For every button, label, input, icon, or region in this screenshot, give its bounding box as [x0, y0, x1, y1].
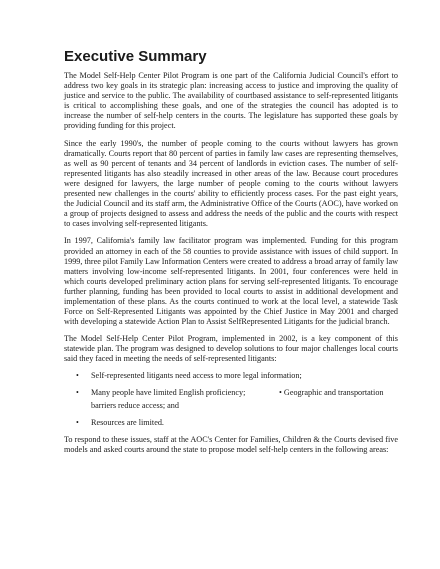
bullet-icon: •	[76, 370, 79, 380]
paragraph-1: The Model Self-Help Center Pilot Program is one part of the California Judicial Council's effort to address two key goals in its strategic plan: increasing access to justice and improving the quality of justice and service to the public. The availability of courtbased assistance to self-represented litigants is critical to accomplishing these goals, and one of the strategies the council has adopted is to increase the number of self-help centers in the courts. The legislature has supported these goals by providing funding for this project.	[64, 71, 398, 131]
list-item	[64, 371, 398, 381]
page-title: Executive Summary	[64, 48, 207, 65]
bullet-icon: •	[279, 387, 282, 397]
list-item-text: Self-represented litigants need access to more legal information;	[91, 370, 302, 380]
paragraph-closing: To respond to these issues, staff at the AOC's Center for Families, Children & the Courts devised five models and asked courts around the state to propose model self-help centers in the following areas:	[64, 434, 398, 454]
document-body	[64, 71, 398, 462]
list-item-continuation: barriers reduce access; and	[91, 400, 179, 410]
bullet-icon: •	[76, 387, 79, 397]
list-item-text: Resources are limited.	[91, 417, 164, 427]
challenges-list	[64, 371, 398, 398]
list-item-text: Geographic and transportation	[283, 387, 384, 397]
list-item	[64, 418, 398, 428]
paragraph-3: In 1997, California's family law facilitator program was implemented. Funding for this program provided an attorney in each of the 58 counties to provide assistance with issues of child support. In 1999, three pilot Family Law Information Centers were created to address a broad array of family law matters involving low-income self-represented litigants. In 2001, four conferences were held in which courts developed preliminary action plans for serving self-represented litigants. To encourage further planning, funding has been provided to local courts to assist in additional development and implementation of these plans. As the courts continued to work at the local level, a statewide Task Force on Self-Represented Litigants was appointed by the Chief Justice in May 2001 and charged with developing a statewide Action Plan to Assist SelfRepresented Litigants for the judicial branch.	[64, 236, 398, 327]
paragraph-2: Since the early 1990's, the number of people coming to the courts without lawyers has grown dramatically. Courts report that 80 percent of parties in family law cases are representing themselves, as well as 90 percent of tenants and 34 percent of landlords in eviction cases. The number of self-represented litigants has also steadily increased in other areas of the law. Because court procedures were designed for lawyers, the large number of people coming to the courts without lawyers presented new challenges in the courts' ability to efficiently process cases. For the past eight years, the Judicial Council and its staff arm, the Administrative Office of the Courts (AOC), have worked on a group of projects designed to assess and address the needs of the public and the courts with respect to cases involving self-represented litigants.	[64, 138, 398, 229]
challenges-list-cont	[64, 418, 398, 428]
list-item-text: Many people have limited English proficiency;	[91, 387, 246, 397]
bullet-icon: •	[76, 417, 79, 427]
list-item-text-inline	[279, 388, 398, 398]
paragraph-4: The Model Self-Help Center Pilot Program, implemented in 2002, is a key component of this statewide plan. The program was designed to develop solutions to four major challenges local courts said they faced in meeting the needs of self-represented litigants:	[64, 334, 398, 364]
list-item	[64, 388, 398, 398]
